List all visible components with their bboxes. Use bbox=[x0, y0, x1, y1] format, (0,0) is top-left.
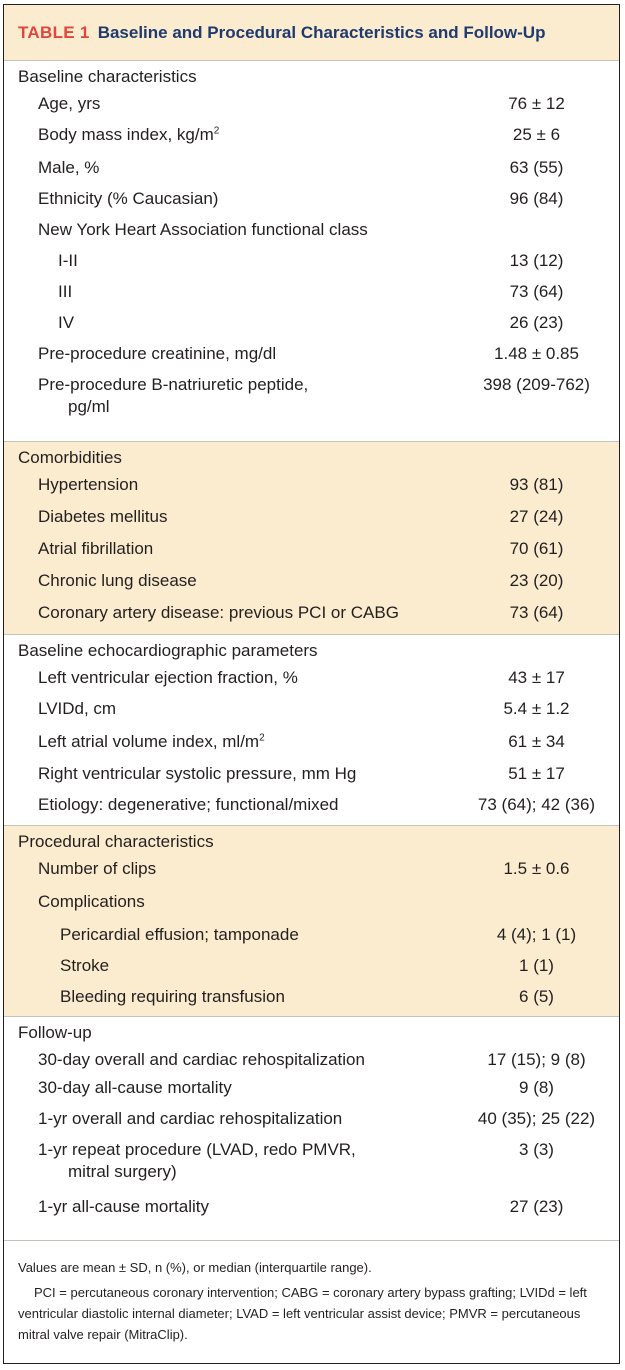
section-header: Follow-up bbox=[18, 1023, 92, 1042]
table-row: 1-yr repeat procedure (LVAD, redo PMVR, mitral surgery) 3 (3) bbox=[38, 1140, 554, 1181]
table-frame bbox=[3, 4, 620, 1364]
section-header: Baseline characteristics bbox=[18, 67, 197, 86]
table-row: LVIDd, cm 5.4 ± 1.2 bbox=[38, 699, 570, 718]
table-row: Diabetes mellitus 27 (24) bbox=[38, 507, 564, 526]
section-comorbidities bbox=[4, 442, 619, 635]
table-row: Left atrial volume index, $ml/m^2$ 61 ± 34 bbox=[38, 732, 565, 751]
table-row: Pre-procedure B-natriuretic peptide, pg/ml 398 (209-762) bbox=[38, 375, 590, 416]
table-row: 30-day overall and cardiac rehospitalization 17 (15); 9 (8) bbox=[38, 1050, 586, 1069]
table-label: TABLE 1 bbox=[18, 22, 90, 42]
table-row: I-II 13 (12) bbox=[58, 251, 564, 270]
table-row: Male, % 63 (55) bbox=[38, 158, 564, 177]
section-header: Procedural characteristics bbox=[18, 832, 214, 851]
table-row: Right ventricular systolic pressure, mm Hg 51 ± 17 bbox=[38, 764, 565, 783]
table-row: Coronary artery disease: previous PCI or CABG 73 (64) bbox=[38, 603, 564, 622]
table-row: Chronic lung disease 23 (20) bbox=[38, 571, 564, 590]
table-row: III 73 (64) bbox=[58, 282, 564, 301]
section-echo bbox=[4, 635, 619, 826]
table-row: Stroke 1 (1) bbox=[60, 956, 554, 975]
table-row: Pericardial effusion; tamponade 4 (4); 1 (1) bbox=[60, 925, 577, 944]
table-row: IV 26 (23) bbox=[58, 313, 564, 332]
section-header: Comorbidities bbox=[18, 448, 122, 467]
table-row: Hypertension 93 (81) bbox=[38, 475, 564, 494]
abbreviations-footnote: PCI = percutaneous coronary intervention; CABG = coronary artery bypass grafting; LVIDd = left ventricular diastolic internal diameter; LVAD = left ventricular assist device; PMVR = percutaneous mitral valve repair (MitraClip). bbox=[18, 1285, 587, 1342]
table-row: Etiology: degenerative; functional/mixed 73 (64); 42 (36) bbox=[38, 795, 596, 814]
section-baseline bbox=[4, 61, 619, 442]
table-row: Pre-procedure creatinine, mg/dl 1.48 ± 0.85 bbox=[38, 344, 579, 363]
table-row: Ethnicity (% Caucasian) 96 (84) bbox=[38, 189, 564, 208]
table-title-bar bbox=[4, 5, 619, 61]
table-row: Age, yrs 76 ± 12 bbox=[38, 94, 565, 113]
table-row: Bleeding requiring transfusion 6 (5) bbox=[60, 987, 554, 1006]
section-header: Baseline echocardiographic parameters bbox=[18, 641, 318, 660]
table-row: Complications bbox=[38, 892, 145, 911]
table-row: Body mass index, $kg/m^2$ 25 ± 6 bbox=[38, 125, 561, 144]
table-row: Number of clips 1.5 ± 0.6 bbox=[38, 859, 570, 878]
values-footnote: Values are mean ± SD, n (%), or median (interquartile range). bbox=[18, 1260, 372, 1275]
table-row: 30-day all-cause mortality 9 (8) bbox=[38, 1078, 554, 1097]
table-title: Baseline and Procedural Characteristics and Follow-Up bbox=[97, 22, 546, 42]
section-followup bbox=[4, 1017, 619, 1241]
table-row: 1-yr all-cause mortality 27 (23) bbox=[38, 1197, 564, 1216]
table-row: 1-yr overall and cardiac rehospitalization 40 (35); 25 (22) bbox=[38, 1109, 596, 1128]
section-procedural bbox=[4, 826, 619, 1017]
table-footnotes bbox=[4, 1241, 619, 1345]
table-row: Left ventricular ejection fraction, % 43 ± 17 bbox=[38, 668, 565, 687]
table-row: New York Heart Association functional class bbox=[38, 220, 368, 239]
table-row: Atrial fibrillation 70 (61) bbox=[38, 539, 564, 558]
